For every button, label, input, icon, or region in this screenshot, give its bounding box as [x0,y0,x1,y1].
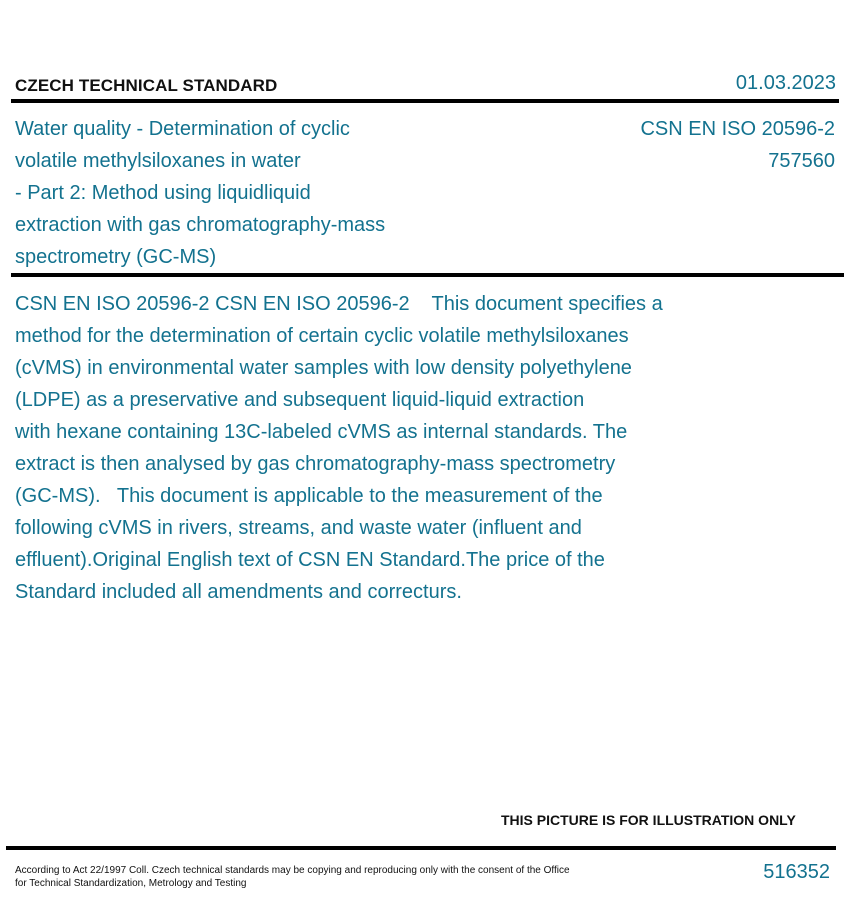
bottom-divider [6,846,836,850]
document-title-line: volatile methylsiloxanes in water [15,150,301,172]
legal-notice [15,864,615,890]
standard-number: CSN EN ISO 20596-2 [640,118,835,140]
abstract-line: (LDPE) as a preservative and subsequent liquid-liquid extraction [15,389,585,411]
standard-type-heading: CZECH TECHNICAL STANDARD [15,76,278,95]
publication-date: 01.03.2023 [735,72,836,94]
abstract-line: effluent).Original English text of CSN EN Standard.The price of the [15,549,605,571]
abstract-line: Standard included all amendments and correcturs. [15,581,462,603]
legal-notice-line: for Technical Standardization, Metrology and Testing [15,878,247,889]
catalog-code: 757560 [768,150,835,172]
abstract-line: extract is then analysed by gas chromatography-mass spectrometry [15,453,616,475]
abstract-line: (GC-MS). This document is applicable to the measurement of the [15,485,603,507]
abstract-line: with hexane containing 13C-labeled cVMS as internal standards. The [15,421,628,443]
abstract-line: following cVMS in rivers, streams, and waste water (influent and [15,517,582,539]
legal-notice-line: According to Act 22/1997 Coll. Czech technical standards may be copying and reproducing only with the consent of the Office [15,865,570,876]
illustration-note: THIS PICTURE IS FOR ILLUSTRATION ONLY [501,812,796,828]
document-identifiers [640,113,835,177]
document-title [15,113,455,273]
middle-divider [11,273,844,277]
footer-number: 516352 [763,861,830,883]
top-divider [11,99,839,103]
abstract-line: CSN EN ISO 20596-2 CSN EN ISO 20596-2 This document specifies a [15,293,663,315]
document-title-line: spectrometry (GC-MS) [15,246,217,268]
document-title-line: Water quality - Determination of cyclic [15,118,350,140]
document-title-line: - Part 2: Method using liquidliquid [15,182,311,204]
abstract-text [15,288,775,608]
abstract-line: (cVMS) in environmental water samples with low density polyethylene [15,357,632,379]
abstract-line: method for the determination of certain cyclic volatile methylsiloxanes [15,325,629,347]
document-title-line: extraction with gas chromatography-mass [15,214,386,236]
